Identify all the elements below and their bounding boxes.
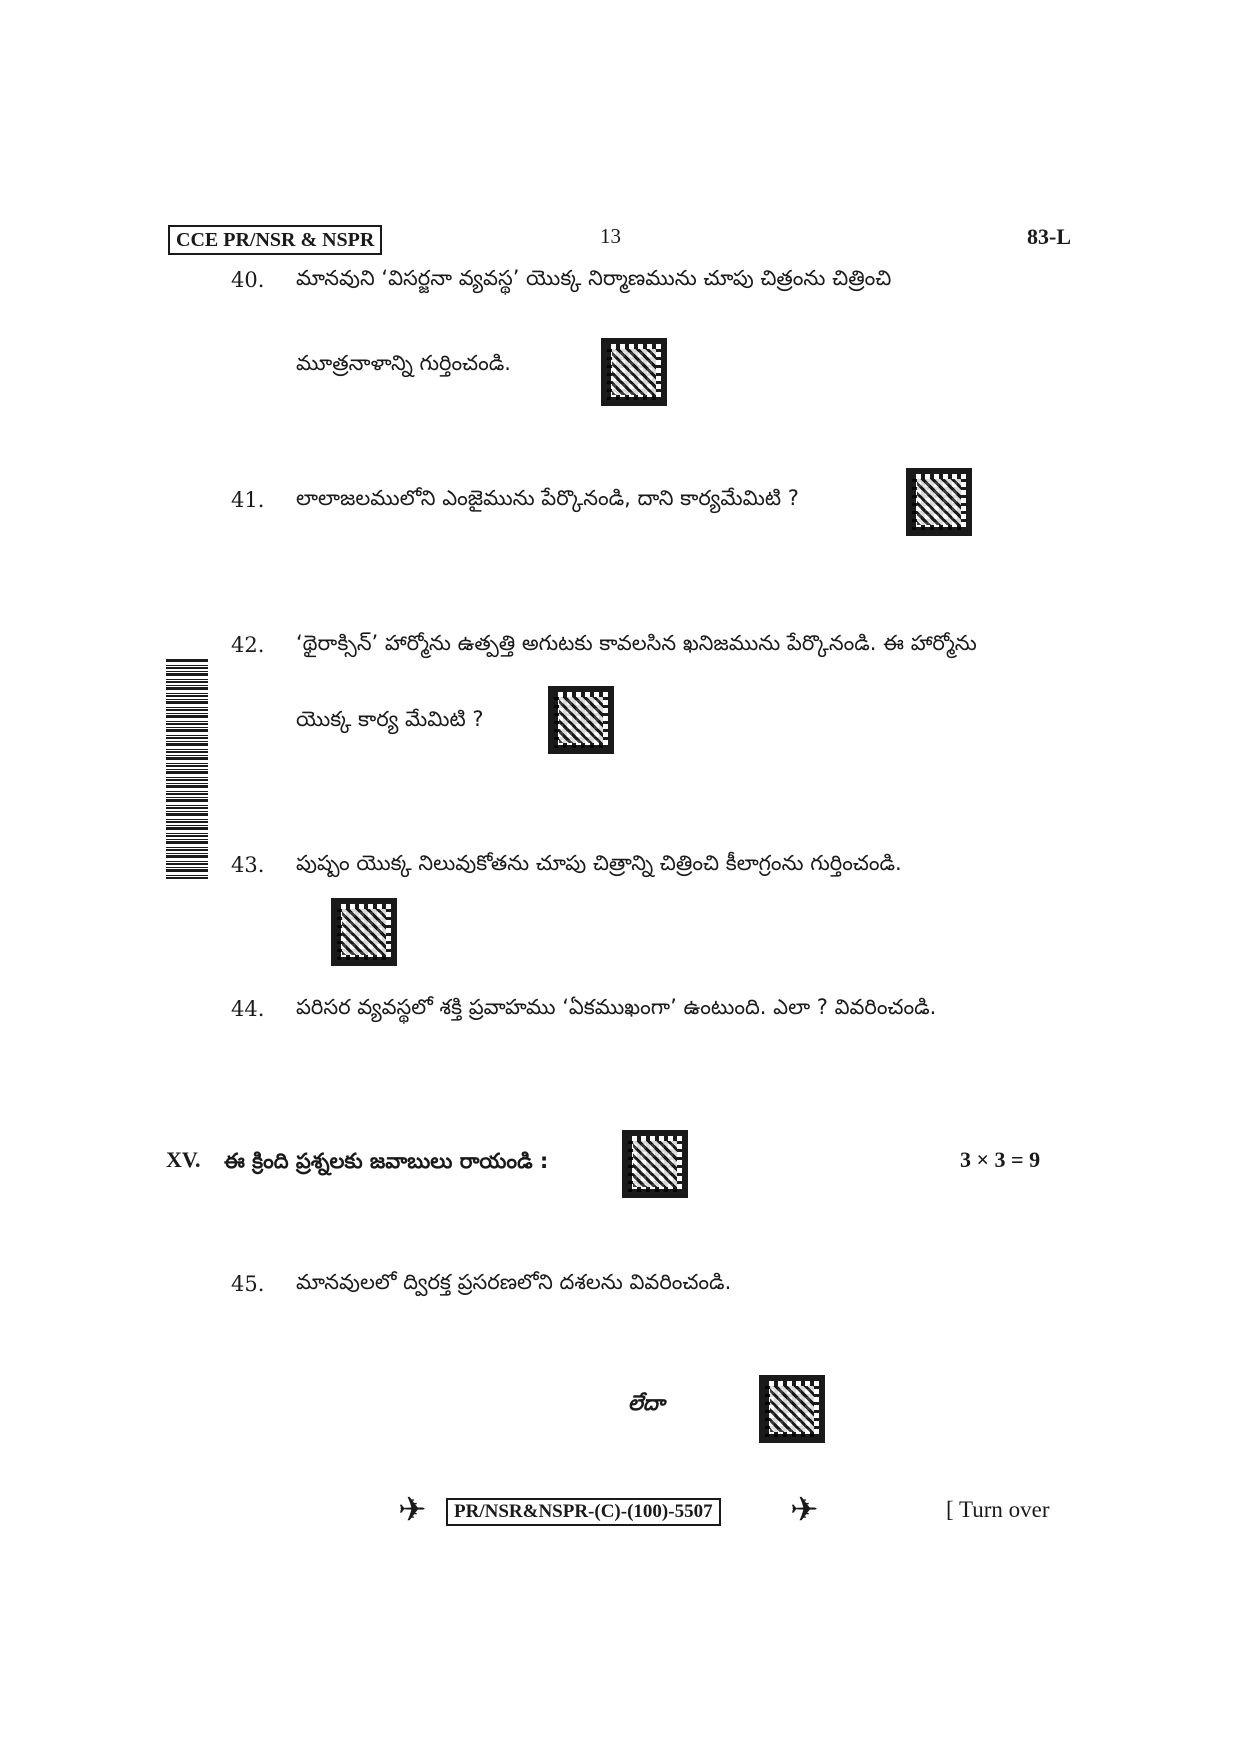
section-label: XV. <box>166 1147 201 1172</box>
question-41-line1: లాలాజలములోని ఎంజైమును పేర్కొనండి, దాని కార్యమేమిటి ? <box>296 486 799 510</box>
section-instruction: ఈ క్రింది ప్రశ్నలకు జవాబులు రాయండి : <box>224 1149 549 1173</box>
question-40-line2: మూత్రనాళాన్ని గుర్తించండి. <box>296 351 511 375</box>
question-40-number: 40. <box>231 268 265 292</box>
question-44-line1: పరిసర వ్యవస్థలో శక్తి ప్రవాహము ‘ఏకముఖంగా’ ఉంటుంది. ఎలా ? వివరించండి. <box>296 995 937 1019</box>
question-41-number: 41. <box>231 488 265 512</box>
question-45-number: 45. <box>231 1272 265 1296</box>
question-40-line1: మానవుని ‘విసర్జనా వ్యవస్థ’ యొక్క నిర్మాణమును చూపు చిత్రంను చిత్రించి <box>296 266 892 290</box>
page-number: 13 <box>600 224 621 248</box>
qr-code-icon <box>331 898 397 966</box>
turn-over-label: [ Turn over <box>946 1497 1050 1522</box>
question-43-line1: పుష్పం యొక్క నిలువుకోతను చూపు చిత్రాన్ని చిత్రించి కీలాగ్రంను గుర్తించండి. <box>296 851 902 875</box>
question-45-text: మానవులలో ద్విరక్త ప్రసరణలోని దశలను వివరించండి. <box>296 1270 732 1294</box>
question-43-number: 43. <box>231 853 265 877</box>
footer-code: PR/NSR&NSPR-(C)-(100)-5507 <box>446 1498 721 1526</box>
airplane-right-icon: ✈ <box>790 1490 819 1530</box>
question-44-number: 44. <box>231 997 265 1021</box>
question-42-line1: ‘థైరాక్సిన్’ హార్మోను ఉత్పత్తి అగుటకు కావలసిన ఖనిజమును పేర్కొనండి. ఈ హార్మోను <box>296 631 977 655</box>
paper-code: 83-L <box>1027 224 1071 249</box>
side-barcode <box>166 659 208 879</box>
qr-code-icon <box>601 338 667 406</box>
or-label: లేదా <box>628 1391 665 1415</box>
airplane-left-icon: ✈ <box>398 1490 427 1530</box>
qr-code-icon <box>548 686 614 754</box>
qr-code-icon <box>622 1130 688 1198</box>
qr-code-icon <box>906 468 972 536</box>
header-left-code: CCE PR/NSR & NSPR <box>168 225 382 255</box>
qr-code-icon <box>759 1375 825 1443</box>
section-marks: 3 × 3 = 9 <box>960 1147 1041 1172</box>
question-42-number: 42. <box>231 633 265 657</box>
question-42-line2: యొక్క కార్య మేమిటి ? <box>296 707 484 731</box>
